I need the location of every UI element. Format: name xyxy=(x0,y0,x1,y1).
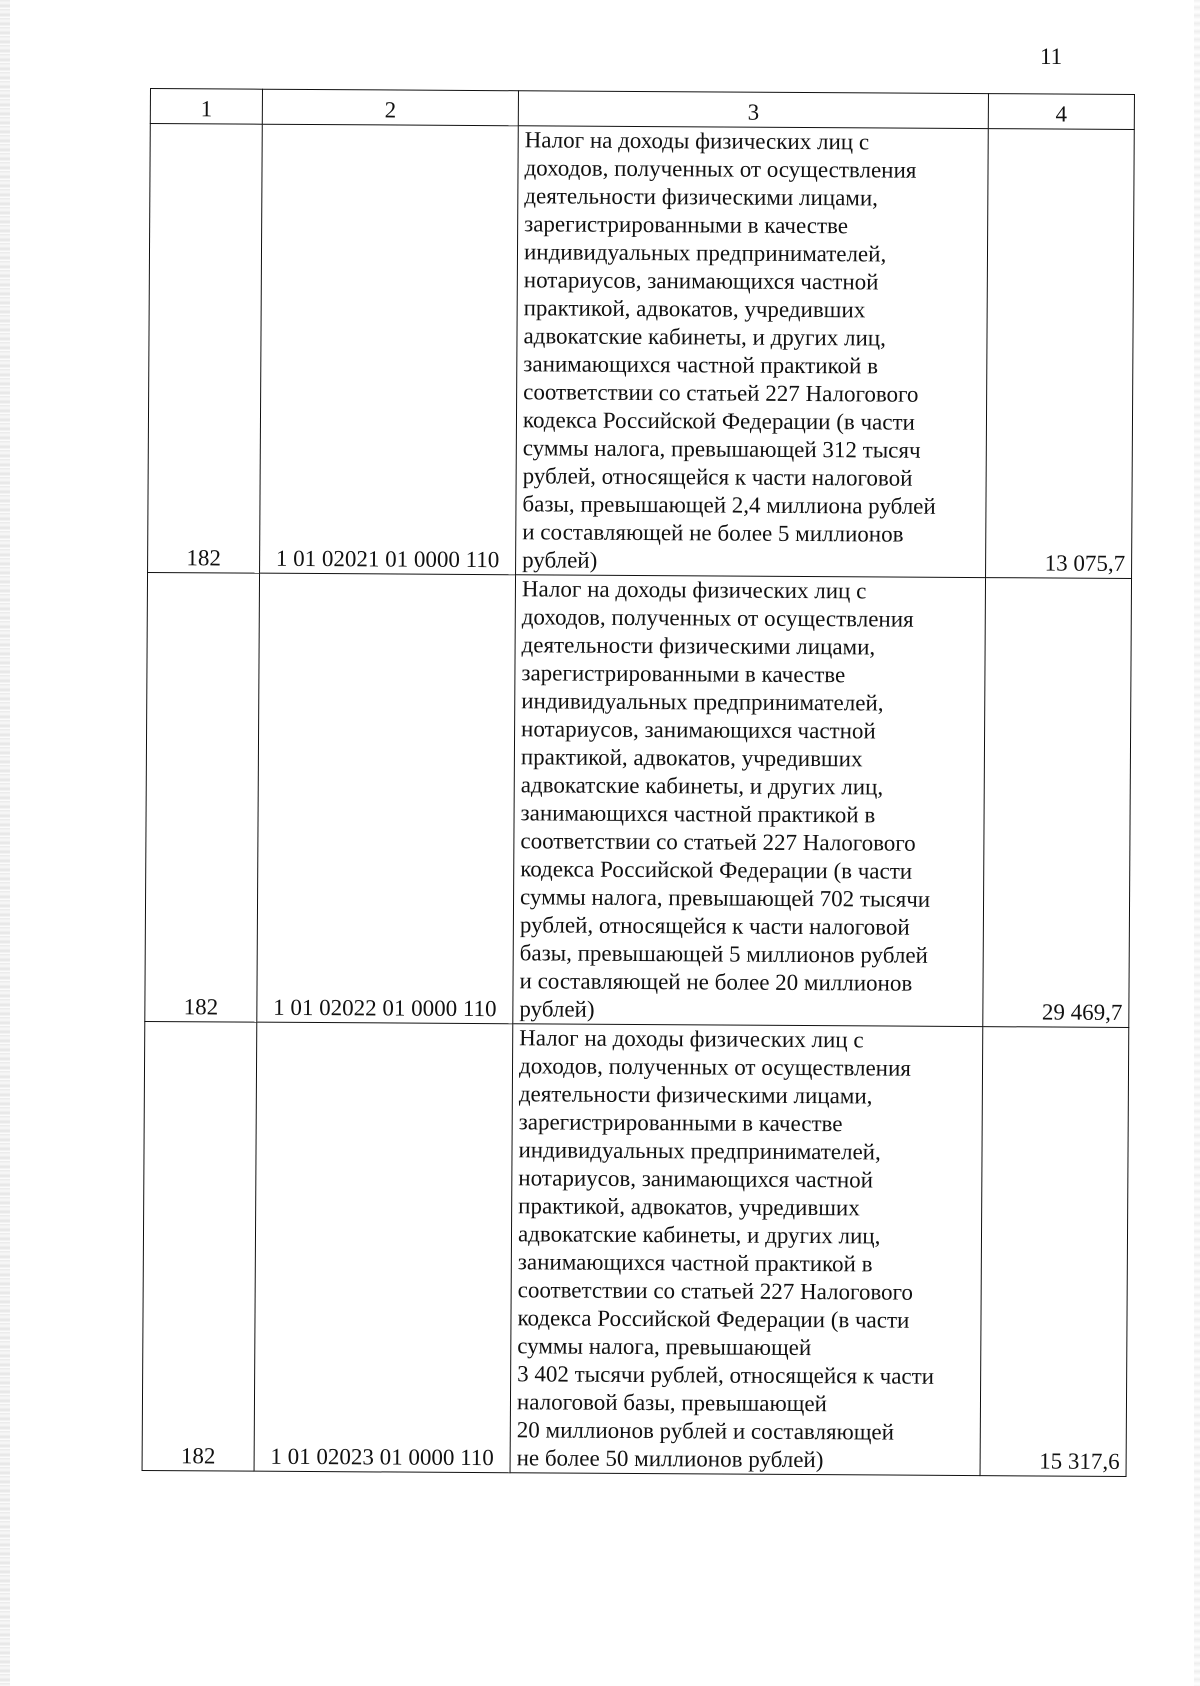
revenue-name-line: нотариусов, занимающихся частной xyxy=(518,1165,874,1193)
revenue-name-line: занимающихся частной практикой в xyxy=(523,351,879,379)
header-col-1: 1 xyxy=(150,89,262,125)
revenue-name-line: доходов, полученных от осуществления xyxy=(521,604,914,632)
kbk-code-cell: 1 01 02021 01 0000 110 xyxy=(260,124,519,575)
admin-code-cell: 182 xyxy=(148,124,263,574)
revenue-name-line: суммы налога, превышающей 702 тысячи xyxy=(519,884,931,912)
revenue-name-line: Налог на доходы физических лиц с xyxy=(521,576,867,604)
revenue-name-line: практикой, адвокатов, учредивших xyxy=(523,295,866,323)
scan-edge-right xyxy=(1194,0,1200,1686)
revenue-name-line: доходов, полученных от осуществления xyxy=(524,155,917,183)
revenue-name-line: кодекса Российской Федерации (в части xyxy=(520,856,913,884)
admin-code-cell: 182 xyxy=(142,1021,257,1471)
revenue-name-line: суммы налога, превышающей xyxy=(517,1333,812,1361)
revenue-name-line: рублей) xyxy=(519,996,595,1022)
revenue-name-line: зарегистрированными в качестве xyxy=(518,1109,843,1137)
table-header-row xyxy=(150,89,1134,130)
revenue-name-line: суммы налога, превышающей 312 тысяч xyxy=(522,435,921,463)
revenue-name-line: адвокатские кабинеты, и других лиц, xyxy=(520,772,884,800)
revenue-name-cell xyxy=(516,126,989,578)
scan-edge-left xyxy=(0,0,10,1686)
table-row xyxy=(148,124,1135,579)
revenue-name-line: доходов, полученных от осуществления xyxy=(518,1053,912,1081)
revenue-name-line: нотариусов, занимающихся частной xyxy=(521,716,876,744)
revenue-name-line: адвокатские кабинеты, и других лиц, xyxy=(523,323,886,351)
revenue-name-line: занимающихся частной практикой в xyxy=(520,800,876,828)
amount-cell: 13 075,7 xyxy=(986,129,1135,579)
table-row xyxy=(145,572,1132,1027)
revenue-name-line: Налог на доходы физических лиц с xyxy=(524,127,870,155)
revenue-name-line: занимающихся частной практикой в xyxy=(517,1249,873,1277)
revenue-name-line: соответствии со статьей 227 Налогового xyxy=(523,379,919,407)
revenue-name-line: рублей) xyxy=(522,547,598,573)
header-col-2: 2 xyxy=(262,89,518,126)
kbk-code-cell: 1 01 02022 01 0000 110 xyxy=(257,573,516,1024)
revenue-name-line: соответствии со статьей 227 Налогового xyxy=(517,1277,914,1305)
revenue-name-line: базы, превышающей 2,4 миллиона рублей xyxy=(522,491,936,519)
revenue-table xyxy=(142,88,1135,1477)
revenue-name-line: и составляющей не более 20 миллионов xyxy=(519,968,913,996)
revenue-name-cell xyxy=(513,575,986,1027)
revenue-name-line: зарегистрированными в качестве xyxy=(521,660,846,688)
revenue-name-line: 20 миллионов рублей и составляющей xyxy=(516,1417,895,1445)
revenue-name-line: кодекса Российской Федерации (в части xyxy=(517,1305,910,1333)
revenue-name-line: и составляющей не более 5 миллионов xyxy=(522,519,904,547)
revenue-name-line: адвокатские кабинеты, и других лиц, xyxy=(517,1221,881,1249)
revenue-name-line: нотариусов, занимающихся частной xyxy=(523,267,879,295)
revenue-name-line: практикой, адвокатов, учредивших xyxy=(518,1193,860,1221)
revenue-name-line: зарегистрированными в качестве xyxy=(524,211,849,239)
revenue-name-line: деятельности физическими лицами, xyxy=(518,1081,873,1109)
header-col-3: 3 xyxy=(518,91,988,129)
page-number: 11 xyxy=(1040,44,1063,69)
kbk-code-cell: 1 01 02023 01 0000 110 xyxy=(254,1022,513,1473)
revenue-name-line: деятельности физическими лицами, xyxy=(521,632,876,660)
admin-code-cell: 182 xyxy=(145,572,260,1022)
revenue-name-line: не более 50 миллионов рублей) xyxy=(516,1445,824,1473)
revenue-name-line: индивидуальных предпринимателей, xyxy=(523,239,887,267)
revenue-name-line: деятельности физическими лицами, xyxy=(524,183,879,211)
revenue-name-line: практикой, адвокатов, учредивших xyxy=(520,744,863,772)
revenue-name-line: базы, превышающей 5 миллионов рублей xyxy=(519,940,928,968)
revenue-name-line: Налог на доходы физических лиц с xyxy=(519,1025,864,1053)
revenue-name-line: рублей, относящейся к части налоговой xyxy=(519,912,910,940)
revenue-name-line: индивидуальных предпринимателей, xyxy=(521,688,884,716)
amount-cell: 15 317,6 xyxy=(980,1027,1129,1477)
revenue-name-cell xyxy=(510,1024,983,1476)
revenue-name-line: индивидуальных предпринимателей, xyxy=(518,1137,881,1165)
revenue-name-line: рублей, относящейся к части налоговой xyxy=(522,463,913,491)
revenue-name-line: соответствии со статьей 227 Налогового xyxy=(520,828,916,856)
revenue-name-line: 3 402 тысячи рублей, относящейся к части xyxy=(517,1361,935,1389)
revenue-name-line: кодекса Российской Федерации (в части xyxy=(522,407,915,435)
revenue-name-line: налоговой базы, превышающей xyxy=(516,1389,827,1417)
amount-cell: 29 469,7 xyxy=(983,578,1132,1028)
table-row xyxy=(142,1021,1129,1476)
header-col-4: 4 xyxy=(988,94,1134,130)
